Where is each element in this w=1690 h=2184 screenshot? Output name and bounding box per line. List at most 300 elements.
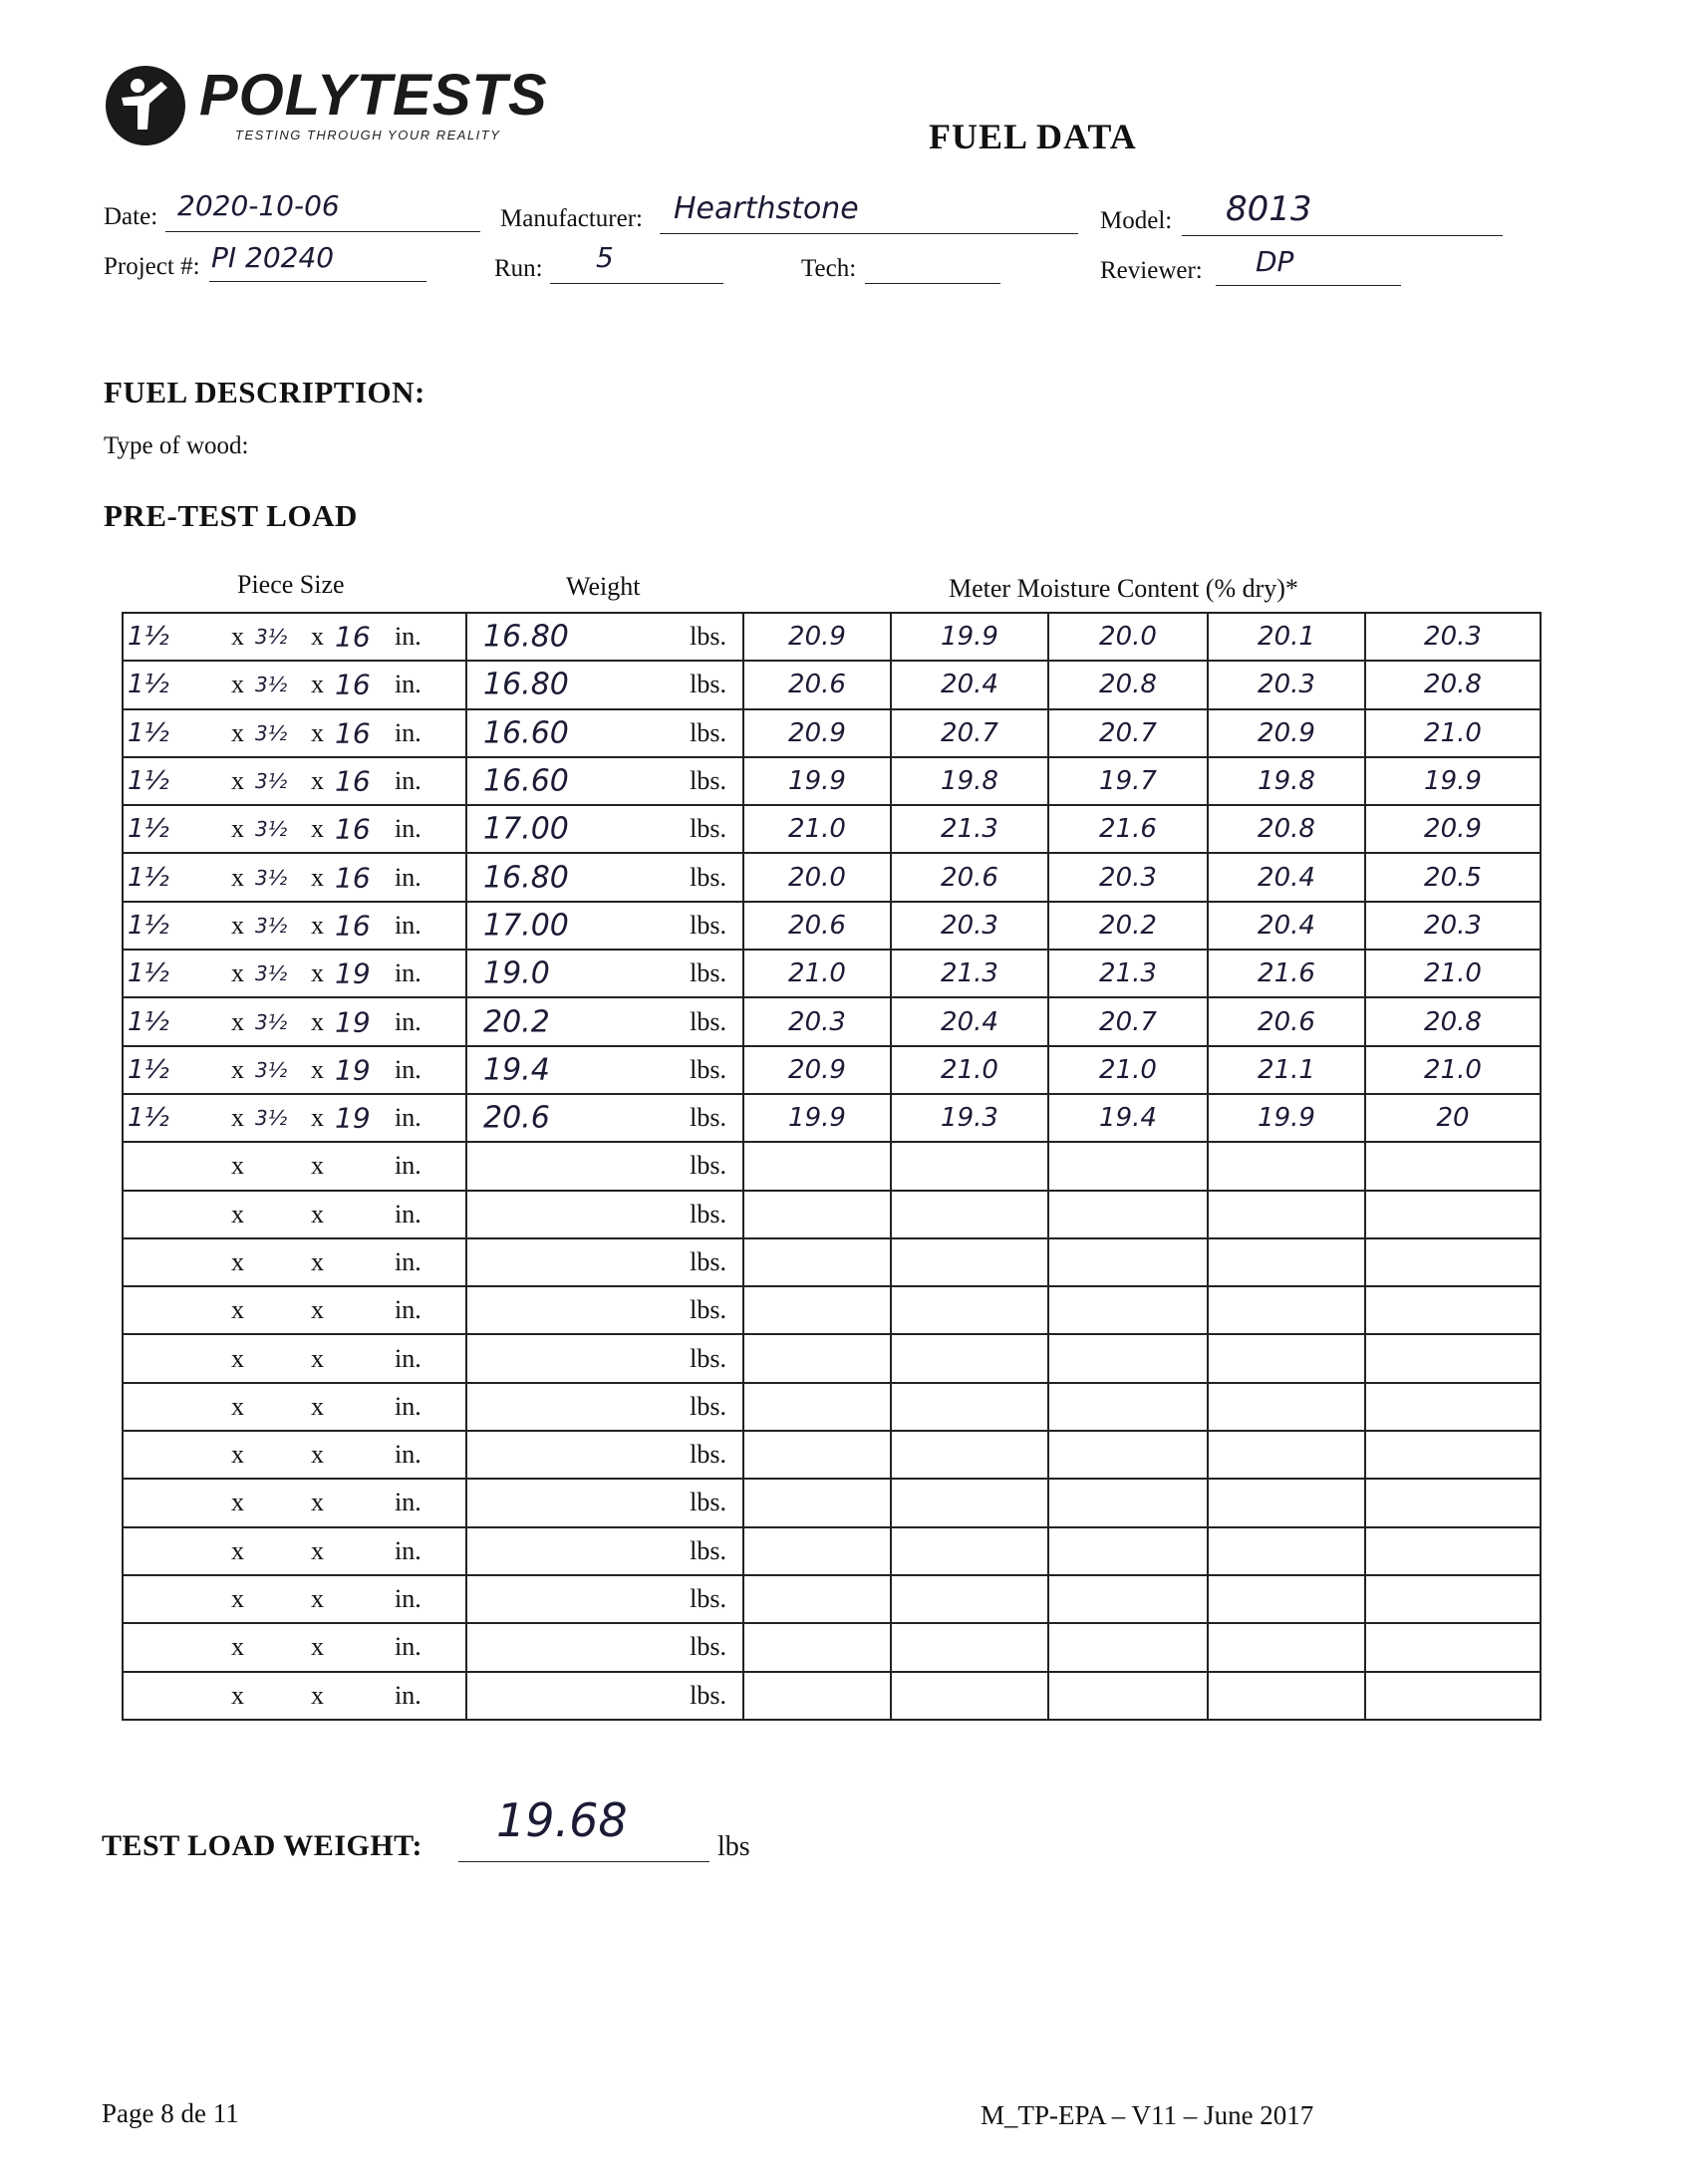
table-row bbox=[123, 902, 1541, 950]
width-value[interactable]: 3½ bbox=[255, 1009, 288, 1034]
reviewer-value[interactable]: DP bbox=[1256, 245, 1294, 278]
moisture-cell[interactable] bbox=[1048, 1479, 1208, 1526]
weight-cell bbox=[466, 805, 743, 853]
date-value[interactable]: 2020-10-06 bbox=[177, 189, 340, 222]
times-sign: x bbox=[231, 1247, 244, 1276]
inch-unit: in. bbox=[395, 1343, 422, 1373]
times-sign: x bbox=[231, 1103, 244, 1133]
test-load-weight-unit: lbs bbox=[717, 1831, 750, 1862]
thickness-value[interactable]: 1½ bbox=[128, 1054, 169, 1085]
moisture-cell[interactable] bbox=[743, 1238, 891, 1286]
weight-value[interactable]: 17.00 bbox=[483, 811, 569, 847]
table-row bbox=[123, 805, 1541, 853]
length-value[interactable]: 19 bbox=[335, 1053, 371, 1087]
thickness-value[interactable]: 1½ bbox=[128, 1103, 169, 1134]
moisture-cell[interactable]: 20.4 bbox=[1208, 853, 1365, 901]
piece-size-cell bbox=[123, 997, 466, 1045]
moisture-cell[interactable] bbox=[1365, 1479, 1541, 1526]
piece-size-cell bbox=[123, 902, 466, 950]
moisture-cell[interactable] bbox=[891, 1238, 1048, 1286]
moisture-cell[interactable] bbox=[1048, 1286, 1208, 1334]
weight-value[interactable]: 16.60 bbox=[483, 763, 569, 799]
weight-value[interactable]: 20.2 bbox=[483, 1004, 550, 1040]
piece-size-cell bbox=[123, 1383, 466, 1431]
moisture-cell[interactable] bbox=[743, 1383, 891, 1431]
moisture-cell[interactable] bbox=[1208, 1479, 1365, 1526]
moisture-cell[interactable]: 19.3 bbox=[891, 1094, 1048, 1142]
table-row bbox=[123, 1142, 1541, 1190]
moisture-cell[interactable]: 20.4 bbox=[1208, 902, 1365, 950]
moisture-cell[interactable]: 19.9 bbox=[1208, 1094, 1365, 1142]
weight-cell bbox=[466, 1238, 743, 1286]
lbs-unit: lbs. bbox=[690, 1535, 726, 1565]
polytests-logo bbox=[104, 60, 548, 149]
moisture-cell[interactable]: 21.0 bbox=[1365, 1046, 1541, 1094]
weight-cell bbox=[466, 613, 743, 661]
lbs-unit: lbs. bbox=[690, 1391, 726, 1421]
width-value[interactable]: 3½ bbox=[255, 913, 288, 938]
length-value[interactable]: 16 bbox=[335, 668, 371, 701]
moisture-cell[interactable] bbox=[1048, 1238, 1208, 1286]
piece-size-cell bbox=[123, 853, 466, 901]
manufacturer-value[interactable]: Hearthstone bbox=[674, 191, 859, 226]
moisture-cell[interactable]: 20.8 bbox=[1048, 661, 1208, 708]
thickness-value[interactable]: 1½ bbox=[128, 814, 169, 845]
piece-size-cell bbox=[123, 709, 466, 757]
moisture-cell[interactable]: 19.9 bbox=[891, 613, 1048, 661]
inch-unit: in. bbox=[395, 1488, 422, 1517]
moisture-cell[interactable] bbox=[1048, 1527, 1208, 1575]
run-value[interactable]: 5 bbox=[596, 241, 614, 274]
lbs-unit: lbs. bbox=[690, 1103, 726, 1133]
moisture-cell[interactable] bbox=[891, 1142, 1048, 1190]
width-value[interactable]: 3½ bbox=[255, 961, 288, 986]
moisture-cell[interactable] bbox=[743, 1623, 891, 1671]
times-sign: x bbox=[231, 910, 244, 940]
moisture-cell[interactable]: 20.0 bbox=[1048, 613, 1208, 661]
weight-value[interactable]: 16.80 bbox=[483, 667, 569, 702]
moisture-cell[interactable] bbox=[743, 1479, 891, 1526]
thickness-value[interactable]: 1½ bbox=[128, 958, 169, 989]
moisture-cell[interactable] bbox=[1048, 1334, 1208, 1382]
moisture-cell[interactable] bbox=[1365, 1623, 1541, 1671]
runner-logo-icon bbox=[104, 64, 187, 147]
thickness-value[interactable]: 1½ bbox=[128, 910, 169, 941]
moisture-cell[interactable]: 20.3 bbox=[1048, 853, 1208, 901]
lbs-unit: lbs. bbox=[690, 1054, 726, 1084]
weight-cell bbox=[466, 661, 743, 708]
times-sign: x bbox=[311, 1247, 324, 1276]
width-value[interactable]: 3½ bbox=[255, 1057, 288, 1082]
moisture-cell[interactable]: 20.6 bbox=[743, 661, 891, 708]
weight-cell bbox=[466, 757, 743, 805]
moisture-cell[interactable]: 20.4 bbox=[891, 661, 1048, 708]
moisture-cell[interactable]: 19.9 bbox=[743, 757, 891, 805]
weight-cell bbox=[466, 902, 743, 950]
moisture-cell[interactable]: 21.0 bbox=[1365, 950, 1541, 997]
moisture-cell[interactable]: 20.1 bbox=[1208, 613, 1365, 661]
times-sign: x bbox=[231, 1632, 244, 1662]
weight-cell bbox=[466, 1527, 743, 1575]
length-value[interactable]: 16 bbox=[335, 620, 371, 654]
lbs-unit: lbs. bbox=[690, 766, 726, 796]
moisture-cell[interactable] bbox=[1208, 1672, 1365, 1720]
inch-unit: in. bbox=[395, 1535, 422, 1565]
piece-size-cell bbox=[123, 1191, 466, 1238]
moisture-cell[interactable]: 21.3 bbox=[891, 805, 1048, 853]
moisture-cell[interactable]: 20.6 bbox=[891, 853, 1048, 901]
times-sign: x bbox=[311, 1440, 324, 1470]
run-field-line bbox=[550, 283, 723, 284]
moisture-cell[interactable]: 20.8 bbox=[1365, 661, 1541, 708]
times-sign: x bbox=[311, 1391, 324, 1421]
length-value[interactable]: 19 bbox=[335, 956, 371, 990]
weight-cell bbox=[466, 1286, 743, 1334]
moisture-cell[interactable] bbox=[1365, 1334, 1541, 1382]
moisture-cell[interactable]: 21.3 bbox=[891, 950, 1048, 997]
lbs-unit: lbs. bbox=[690, 1199, 726, 1228]
moisture-cell[interactable] bbox=[1208, 1575, 1365, 1623]
times-sign: x bbox=[231, 1295, 244, 1325]
length-value[interactable]: 16 bbox=[335, 861, 371, 895]
moisture-cell[interactable]: 21.0 bbox=[743, 805, 891, 853]
weight-cell bbox=[466, 1575, 743, 1623]
weight-cell bbox=[466, 853, 743, 901]
weight-cell bbox=[466, 1479, 743, 1526]
lbs-unit: lbs. bbox=[690, 814, 726, 844]
inch-unit: in. bbox=[395, 717, 422, 747]
length-value[interactable]: 16 bbox=[335, 764, 371, 798]
piece-size-cell bbox=[123, 805, 466, 853]
times-sign: x bbox=[311, 670, 324, 699]
table-row bbox=[123, 1672, 1541, 1720]
lbs-unit: lbs. bbox=[690, 622, 726, 652]
moisture-cell[interactable]: 19.7 bbox=[1048, 757, 1208, 805]
inch-unit: in. bbox=[395, 1440, 422, 1470]
inch-unit: in. bbox=[395, 1103, 422, 1133]
model-label: Model: bbox=[1100, 207, 1173, 234]
moisture-cell[interactable] bbox=[1048, 1191, 1208, 1238]
piece-size-cell bbox=[123, 613, 466, 661]
moisture-cell[interactable]: 20.2 bbox=[1048, 902, 1208, 950]
piece-size-cell bbox=[123, 1334, 466, 1382]
weight-cell bbox=[466, 1334, 743, 1382]
piece-size-cell bbox=[123, 1046, 466, 1094]
times-sign: x bbox=[311, 1488, 324, 1517]
lbs-unit: lbs. bbox=[690, 910, 726, 940]
inch-unit: in. bbox=[395, 814, 422, 844]
inch-unit: in. bbox=[395, 1584, 422, 1614]
moisture-cell[interactable]: 20.6 bbox=[1208, 997, 1365, 1045]
table-row bbox=[123, 1623, 1541, 1671]
inch-unit: in. bbox=[395, 766, 422, 796]
moisture-cell[interactable]: 20.7 bbox=[1048, 997, 1208, 1045]
lbs-unit: lbs. bbox=[690, 862, 726, 892]
weight-value[interactable]: 19.4 bbox=[483, 1052, 550, 1088]
moisture-cell[interactable] bbox=[743, 1334, 891, 1382]
length-value[interactable]: 19 bbox=[335, 1005, 371, 1039]
moisture-cell[interactable] bbox=[1365, 1431, 1541, 1479]
model-value[interactable]: 8013 bbox=[1226, 189, 1312, 229]
moisture-cell[interactable] bbox=[1208, 1527, 1365, 1575]
weight-value[interactable]: 16.60 bbox=[483, 715, 569, 751]
lbs-unit: lbs. bbox=[690, 1440, 726, 1470]
length-value[interactable]: 16 bbox=[335, 812, 371, 846]
moisture-cell[interactable]: 20.7 bbox=[891, 709, 1048, 757]
moisture-cell[interactable]: 20.3 bbox=[1365, 613, 1541, 661]
inch-unit: in. bbox=[395, 1391, 422, 1421]
width-value[interactable]: 3½ bbox=[255, 865, 288, 890]
moisture-cell[interactable]: 20.9 bbox=[743, 709, 891, 757]
times-sign: x bbox=[231, 1535, 244, 1565]
thickness-value[interactable]: 1½ bbox=[128, 1006, 169, 1037]
reviewer-label: Reviewer: bbox=[1100, 257, 1203, 284]
moisture-cell[interactable]: 19.9 bbox=[743, 1094, 891, 1142]
moisture-cell[interactable] bbox=[1208, 1142, 1365, 1190]
inch-unit: in. bbox=[395, 1247, 422, 1276]
moisture-cell[interactable] bbox=[743, 1575, 891, 1623]
inch-unit: in. bbox=[395, 1151, 422, 1181]
moisture-cell[interactable] bbox=[1208, 1238, 1365, 1286]
times-sign: x bbox=[311, 1680, 324, 1710]
times-sign: x bbox=[231, 1488, 244, 1517]
weight-cell bbox=[466, 1191, 743, 1238]
reviewer-field-line bbox=[1216, 285, 1401, 286]
table-row bbox=[123, 950, 1541, 997]
weight-cell bbox=[466, 1431, 743, 1479]
width-value[interactable]: 3½ bbox=[255, 720, 288, 745]
weight-cell bbox=[466, 1672, 743, 1720]
project-value[interactable]: PI 20240 bbox=[211, 241, 335, 274]
inch-unit: in. bbox=[395, 958, 422, 988]
moisture-cell[interactable]: 20.9 bbox=[1365, 805, 1541, 853]
moisture-cell[interactable]: 20.0 bbox=[743, 853, 891, 901]
moisture-cell[interactable]: 20.5 bbox=[1365, 853, 1541, 901]
moisture-cell[interactable] bbox=[891, 1527, 1048, 1575]
test-load-weight-value[interactable]: 19.68 bbox=[496, 1793, 628, 1847]
times-sign: x bbox=[311, 1343, 324, 1373]
width-value[interactable]: 3½ bbox=[255, 1106, 288, 1131]
weight-value[interactable]: 16.80 bbox=[483, 860, 569, 896]
weight-value[interactable]: 17.00 bbox=[483, 908, 569, 944]
moisture-cell[interactable]: 19.8 bbox=[891, 757, 1048, 805]
document-id: M_TP-EPA – V11 – June 2017 bbox=[981, 2100, 1314, 2130]
moisture-cell[interactable] bbox=[1208, 1623, 1365, 1671]
page-title: FUEL DATA bbox=[929, 117, 1137, 156]
piece-size-cell bbox=[123, 1142, 466, 1190]
inch-unit: in. bbox=[395, 862, 422, 892]
moisture-cell[interactable] bbox=[1365, 1286, 1541, 1334]
table-row bbox=[123, 1238, 1541, 1286]
moisture-cell[interactable] bbox=[1208, 1431, 1365, 1479]
times-sign: x bbox=[311, 1584, 324, 1614]
table-row bbox=[123, 757, 1541, 805]
table-row bbox=[123, 1191, 1541, 1238]
weight-cell bbox=[466, 1383, 743, 1431]
moisture-cell[interactable] bbox=[891, 1623, 1048, 1671]
thickness-value[interactable]: 1½ bbox=[128, 717, 169, 748]
lbs-unit: lbs. bbox=[690, 717, 726, 747]
weight-cell bbox=[466, 709, 743, 757]
moisture-cell[interactable]: 20.3 bbox=[1208, 661, 1365, 708]
page-number: Page 8 de 11 bbox=[102, 2098, 239, 2128]
width-value[interactable]: 3½ bbox=[255, 817, 288, 842]
length-value[interactable]: 19 bbox=[335, 1101, 371, 1135]
width-value[interactable]: 3½ bbox=[255, 769, 288, 794]
inch-unit: in. bbox=[395, 1680, 422, 1710]
moisture-cell[interactable] bbox=[743, 1527, 891, 1575]
moisture-cell[interactable]: 21.0 bbox=[743, 950, 891, 997]
piece-size-cell bbox=[123, 757, 466, 805]
piece-size-cell bbox=[123, 1527, 466, 1575]
piece-size-cell bbox=[123, 1479, 466, 1526]
wood-type-label: Type of wood: bbox=[104, 432, 249, 459]
moisture-cell[interactable]: 20.6 bbox=[743, 902, 891, 950]
moisture-cell[interactable]: 20.3 bbox=[1365, 902, 1541, 950]
moisture-cell[interactable]: 21.1 bbox=[1208, 1046, 1365, 1094]
moisture-cell[interactable] bbox=[1365, 1575, 1541, 1623]
table-row bbox=[123, 1479, 1541, 1526]
moisture-cell[interactable]: 20.3 bbox=[743, 997, 891, 1045]
moisture-cell[interactable]: 19.8 bbox=[1208, 757, 1365, 805]
moisture-cell[interactable] bbox=[1208, 1383, 1365, 1431]
times-sign: x bbox=[311, 1103, 324, 1133]
thickness-value[interactable]: 1½ bbox=[128, 862, 169, 893]
moisture-cell[interactable] bbox=[1048, 1623, 1208, 1671]
moisture-cell[interactable] bbox=[891, 1191, 1048, 1238]
times-sign: x bbox=[231, 958, 244, 988]
moisture-cell[interactable] bbox=[891, 1286, 1048, 1334]
moisture-cell[interactable] bbox=[1208, 1191, 1365, 1238]
moisture-cell[interactable]: 20 bbox=[1365, 1094, 1541, 1142]
inch-unit: in. bbox=[395, 622, 422, 652]
table-row bbox=[123, 1527, 1541, 1575]
thickness-value[interactable]: 1½ bbox=[128, 766, 169, 797]
moisture-cell[interactable] bbox=[1365, 1672, 1541, 1720]
thickness-value[interactable]: 1½ bbox=[128, 622, 169, 653]
moisture-cell[interactable] bbox=[743, 1191, 891, 1238]
piece-size-cell bbox=[123, 661, 466, 708]
moisture-cell[interactable] bbox=[891, 1431, 1048, 1479]
weight-cell bbox=[466, 1142, 743, 1190]
times-sign: x bbox=[311, 622, 324, 652]
moisture-cell[interactable] bbox=[891, 1575, 1048, 1623]
moisture-cell[interactable]: 20.9 bbox=[743, 1046, 891, 1094]
table-row bbox=[123, 613, 1541, 661]
table-row bbox=[123, 709, 1541, 757]
moisture-cell[interactable]: 21.0 bbox=[1365, 709, 1541, 757]
lbs-unit: lbs. bbox=[690, 1343, 726, 1373]
moisture-cell[interactable] bbox=[743, 1431, 891, 1479]
times-sign: x bbox=[311, 1054, 324, 1084]
times-sign: x bbox=[231, 1680, 244, 1710]
moisture-cell[interactable]: 20.9 bbox=[1208, 709, 1365, 757]
lbs-unit: lbs. bbox=[690, 1680, 726, 1710]
moisture-cell[interactable] bbox=[1365, 1383, 1541, 1431]
moisture-cell[interactable]: 21.0 bbox=[891, 1046, 1048, 1094]
moisture-cell[interactable]: 20.7 bbox=[1048, 709, 1208, 757]
inch-unit: in. bbox=[395, 1632, 422, 1662]
times-sign: x bbox=[231, 1199, 244, 1228]
table-row bbox=[123, 853, 1541, 901]
times-sign: x bbox=[311, 958, 324, 988]
moisture-cell[interactable] bbox=[1048, 1431, 1208, 1479]
width-value[interactable]: 3½ bbox=[255, 673, 288, 697]
moisture-cell[interactable] bbox=[1048, 1575, 1208, 1623]
moisture-cell[interactable] bbox=[891, 1334, 1048, 1382]
weight-value[interactable]: 16.80 bbox=[483, 619, 569, 655]
moisture-cell[interactable] bbox=[1208, 1334, 1365, 1382]
moisture-cell[interactable] bbox=[1365, 1238, 1541, 1286]
project-field-line bbox=[209, 281, 426, 282]
moisture-cell[interactable] bbox=[1365, 1191, 1541, 1238]
moisture-header: Meter Moisture Content (% dry)* bbox=[949, 574, 1298, 603]
inch-unit: in. bbox=[395, 1295, 422, 1325]
times-sign: x bbox=[231, 1006, 244, 1036]
weight-cell bbox=[466, 950, 743, 997]
times-sign: x bbox=[231, 717, 244, 747]
moisture-cell[interactable] bbox=[743, 1286, 891, 1334]
moisture-cell[interactable] bbox=[743, 1142, 891, 1190]
moisture-cell[interactable]: 19.9 bbox=[1365, 757, 1541, 805]
moisture-cell[interactable] bbox=[891, 1383, 1048, 1431]
moisture-cell[interactable]: 20.4 bbox=[891, 997, 1048, 1045]
weight-header: Weight bbox=[566, 572, 641, 601]
times-sign: x bbox=[311, 766, 324, 796]
weight-value[interactable]: 20.6 bbox=[483, 1100, 550, 1136]
length-value[interactable]: 16 bbox=[335, 909, 371, 943]
piece-size-cell bbox=[123, 950, 466, 997]
manufacturer-label: Manufacturer: bbox=[500, 205, 643, 232]
times-sign: x bbox=[311, 1151, 324, 1181]
piece-size-cell bbox=[123, 1575, 466, 1623]
weight-value[interactable]: 19.0 bbox=[483, 956, 550, 991]
inch-unit: in. bbox=[395, 1054, 422, 1084]
times-sign: x bbox=[231, 1054, 244, 1084]
weight-cell bbox=[466, 997, 743, 1045]
moisture-cell[interactable] bbox=[1048, 1383, 1208, 1431]
thickness-value[interactable]: 1½ bbox=[128, 670, 169, 700]
length-value[interactable]: 16 bbox=[335, 716, 371, 750]
moisture-cell[interactable] bbox=[1208, 1286, 1365, 1334]
moisture-cell[interactable] bbox=[1048, 1142, 1208, 1190]
moisture-cell[interactable]: 21.6 bbox=[1048, 805, 1208, 853]
width-value[interactable]: 3½ bbox=[255, 625, 288, 650]
moisture-cell[interactable]: 20.9 bbox=[743, 613, 891, 661]
times-sign: x bbox=[231, 814, 244, 844]
moisture-cell[interactable]: 19.4 bbox=[1048, 1094, 1208, 1142]
moisture-cell[interactable] bbox=[1365, 1142, 1541, 1190]
moisture-cell[interactable] bbox=[1365, 1527, 1541, 1575]
moisture-cell[interactable]: 21.3 bbox=[1048, 950, 1208, 997]
date-label: Date: bbox=[104, 203, 158, 230]
pretest-load-heading: PRE-TEST LOAD bbox=[104, 498, 358, 533]
moisture-cell[interactable] bbox=[1048, 1672, 1208, 1720]
table-row bbox=[123, 1431, 1541, 1479]
times-sign: x bbox=[311, 1535, 324, 1565]
moisture-cell[interactable] bbox=[891, 1672, 1048, 1720]
moisture-cell[interactable]: 20.3 bbox=[891, 902, 1048, 950]
moisture-cell[interactable]: 20.8 bbox=[1208, 805, 1365, 853]
moisture-cell[interactable] bbox=[891, 1479, 1048, 1526]
table-row bbox=[123, 1575, 1541, 1623]
inch-unit: in. bbox=[395, 670, 422, 699]
moisture-cell[interactable]: 21.6 bbox=[1208, 950, 1365, 997]
lbs-unit: lbs. bbox=[690, 670, 726, 699]
moisture-cell[interactable]: 21.0 bbox=[1048, 1046, 1208, 1094]
moisture-cell[interactable]: 20.8 bbox=[1365, 997, 1541, 1045]
moisture-cell[interactable] bbox=[743, 1672, 891, 1720]
